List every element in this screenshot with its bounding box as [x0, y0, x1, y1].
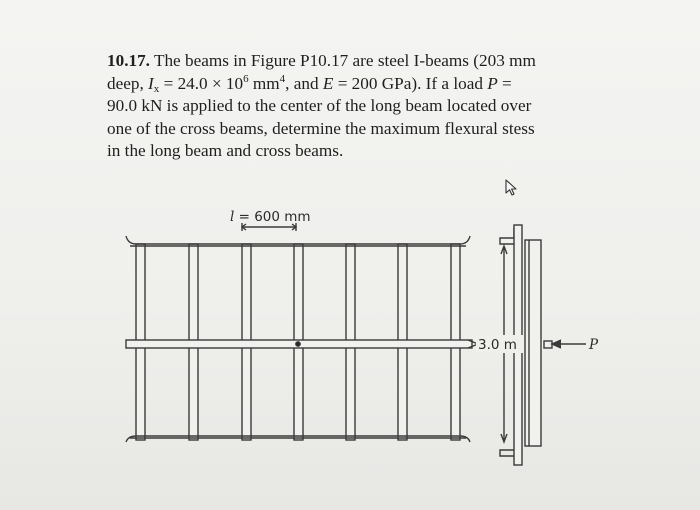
problem-text-2e: = 200 GPa). If a load: [333, 73, 488, 93]
moment-of-inertia-subscript: x: [153, 82, 160, 95]
spacing-label: [230, 209, 311, 225]
bottom-support-bracket: [500, 450, 514, 456]
exponent-6: 6: [243, 72, 249, 85]
problem-number: 10.17.: [107, 51, 150, 70]
spacing-symbol: l: [230, 209, 235, 225]
problem-text-1: The beams in Figure P10.17 are steel I-beams (203 mm: [153, 51, 536, 70]
long-beam: [126, 340, 478, 348]
moment-of-inertia-symbol: I: [148, 73, 154, 93]
load-label: P: [589, 337, 599, 353]
modulus-symbol: E: [322, 73, 334, 93]
problem-text-2c: mm: [248, 73, 280, 93]
exponent-4: 4: [279, 72, 286, 85]
problem-line-5: in the long beam and cross beams.: [107, 141, 344, 160]
load-arrow-head: [552, 340, 561, 348]
problem-text-2d: , and: [285, 73, 323, 93]
top-support-bracket: [500, 228, 514, 244]
top-support-rail: [126, 236, 470, 244]
spacing-value: = 600 mm: [234, 209, 311, 225]
elevation-long-beam: [525, 240, 541, 446]
load-plate: [544, 341, 552, 348]
problem-line-4: one of the cross beams, determine the maximum flexural stess: [107, 118, 535, 138]
length-label: 3.0 m: [478, 337, 517, 353]
load-symbol: P: [487, 73, 498, 93]
problem-line-3: 90.0 kN is applied to the center of the long beam located over: [107, 96, 532, 115]
problem-text-2f: =: [497, 73, 512, 93]
problem-text-2b: = 24.0 × 10: [159, 73, 244, 93]
load-arrow: [544, 340, 586, 348]
problem-text-2a: deep,: [107, 73, 149, 93]
load-point-marker: [296, 342, 300, 346]
